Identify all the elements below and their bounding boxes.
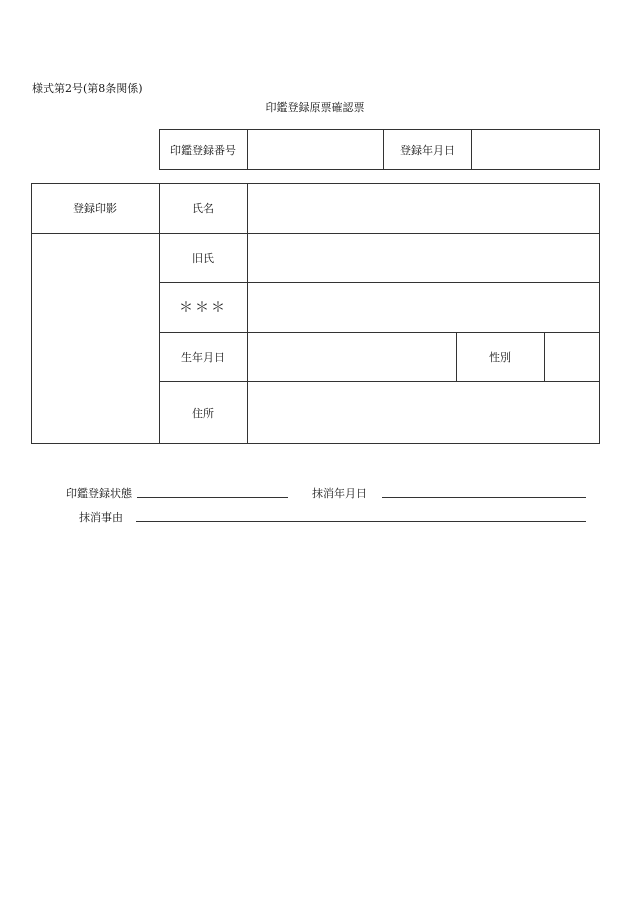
registered-seal-area [31,234,159,444]
name-field[interactable] [248,183,600,233]
masked-label: ＊＊＊ [179,300,227,316]
gender-field[interactable] [545,332,600,381]
document-title: 印鑑登録原票確認票 [265,101,365,114]
seal-status-line[interactable] [137,497,288,498]
form-number: 様式第2号(第8条関係) [32,82,143,95]
registered-seal-label: 登録印影 [73,202,117,215]
seal-status-label: 印鑑登録状態 [66,487,132,500]
cancellation-reason-line[interactable] [136,521,586,522]
former-surname-field[interactable] [248,233,600,282]
registration-date-field[interactable] [472,129,600,170]
registration-number-field[interactable] [248,129,383,170]
registration-number-label: 印鑑登録番号 [170,143,236,157]
address-label: 住所 [192,406,214,420]
gender-label: 性別 [489,350,511,364]
cancellation-reason-label: 抹消事由 [79,511,123,524]
name-label: 氏名 [192,202,214,215]
address-field[interactable] [248,381,600,444]
masked-field[interactable] [248,282,600,332]
former-surname-label: 旧氏 [192,251,214,265]
registration-date-label: 登録年月日 [400,143,455,157]
cancellation-date-line[interactable] [382,497,586,498]
birth-date-label: 生年月日 [181,350,225,364]
cancellation-date-label: 抹消年月日 [312,487,367,500]
birth-date-field[interactable] [248,332,456,381]
